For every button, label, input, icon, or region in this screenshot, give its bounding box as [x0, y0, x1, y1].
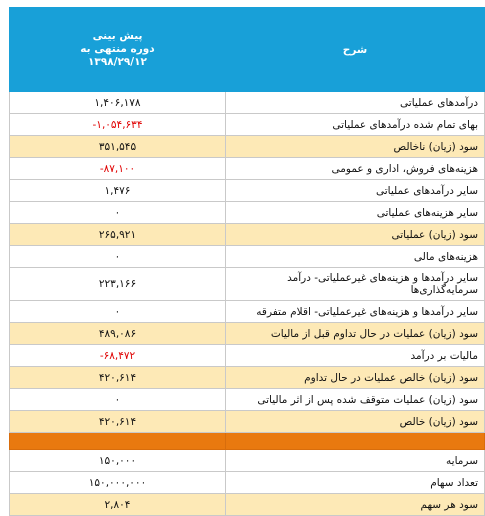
- row-description: سود (زیان) عملیات در حال تداوم قبل از مالیات: [226, 323, 485, 345]
- table-row: [10, 180, 485, 202]
- table-row: [10, 472, 485, 494]
- description-column-header: شرح: [226, 8, 485, 92]
- row-description: مالیات بر درآمد: [226, 345, 485, 367]
- row-description: درآمدهای عملیاتی: [226, 92, 485, 114]
- row-value: ۰: [10, 202, 226, 224]
- table-row: [10, 114, 485, 136]
- table-row: [10, 136, 485, 158]
- table-row: [10, 450, 485, 472]
- row-value: ۲۶۵,۹۲۱: [10, 224, 226, 246]
- row-description: سود (زیان) خالص: [226, 411, 485, 433]
- row-value: ۴۲۰,۶۱۴: [10, 411, 226, 433]
- table-row: [10, 345, 485, 367]
- table-header-row: [10, 8, 485, 92]
- table-row: [10, 301, 485, 323]
- table-row: [10, 389, 485, 411]
- table-row: [10, 494, 485, 516]
- row-description: سایر درآمدها و هزینه‌های غیرعملیاتی- اقلام متفرقه: [226, 301, 485, 323]
- row-description: سایر هزینه‌های عملیاتی: [226, 202, 485, 224]
- row-value: ۴۸۹,۰۸۶: [10, 323, 226, 345]
- table-row: [10, 323, 485, 345]
- row-value: ۰: [10, 301, 226, 323]
- row-value: -۱,۰۵۴,۶۳۴: [10, 114, 226, 136]
- row-value: ۰: [10, 389, 226, 411]
- forecast-header-line-3: ۱۳۹۸/۲۹/۱۲: [88, 56, 147, 68]
- row-value: ۳۵۱,۵۴۵: [10, 136, 226, 158]
- table-row: [10, 92, 485, 114]
- table-row: [10, 158, 485, 180]
- financial-forecast-table: [9, 7, 485, 516]
- table-row: [10, 268, 485, 301]
- row-value: ۱۵۰,۰۰۰,۰۰۰: [10, 472, 226, 494]
- forecast-column-header: [10, 8, 226, 92]
- row-description: سود (زیان) عملیاتی: [226, 224, 485, 246]
- row-value: -۸۷,۱۰۰: [10, 158, 226, 180]
- row-value: [10, 433, 226, 450]
- table-row: [10, 202, 485, 224]
- row-value: ۴۲۰,۶۱۴: [10, 367, 226, 389]
- table-row: [10, 411, 485, 433]
- row-description: هزینه‌های مالی: [226, 246, 485, 268]
- row-description: سرمایه: [226, 450, 485, 472]
- row-value: -۶۸,۴۷۲: [10, 345, 226, 367]
- table-row: [10, 367, 485, 389]
- table-body: [10, 92, 485, 516]
- table-row: [10, 224, 485, 246]
- row-value: ۲,۸۰۴: [10, 494, 226, 516]
- row-description: سایر درآمدهای عملیاتی: [226, 180, 485, 202]
- row-description: سود (زیان) خالص عملیات در حال تداوم: [226, 367, 485, 389]
- row-description: بهای تمام شده درآمدهای عملیاتی: [226, 114, 485, 136]
- table-row: [10, 246, 485, 268]
- row-value: ۲۲۳,۱۶۶: [10, 268, 226, 301]
- row-description: سود (زیان) ناخالص: [226, 136, 485, 158]
- row-value: ۱,۴۷۶: [10, 180, 226, 202]
- row-value: ۰: [10, 246, 226, 268]
- financial-forecast-table-container: [9, 7, 478, 516]
- section-divider-row: [10, 433, 485, 450]
- row-value: ۱,۴۰۶,۱۷۸: [10, 92, 226, 114]
- forecast-header-line-1: پیش بینی: [92, 30, 143, 42]
- row-value: ۱۵۰,۰۰۰: [10, 450, 226, 472]
- row-description: هزینه‌های فروش، اداری و عمومی: [226, 158, 485, 180]
- row-description: سایر درآمدها و هزینه‌های غیرعملیاتی- درآمد سرمایه‌گذاری‌ها: [226, 268, 485, 301]
- forecast-header-line-2: دوره منتهی به: [80, 43, 155, 55]
- row-description: سود (زیان) عملیات متوقف شده پس از اثر مالیاتی: [226, 389, 485, 411]
- row-description: تعداد سهام: [226, 472, 485, 494]
- row-description: سود هر سهم: [226, 494, 485, 516]
- row-description: [226, 433, 485, 450]
